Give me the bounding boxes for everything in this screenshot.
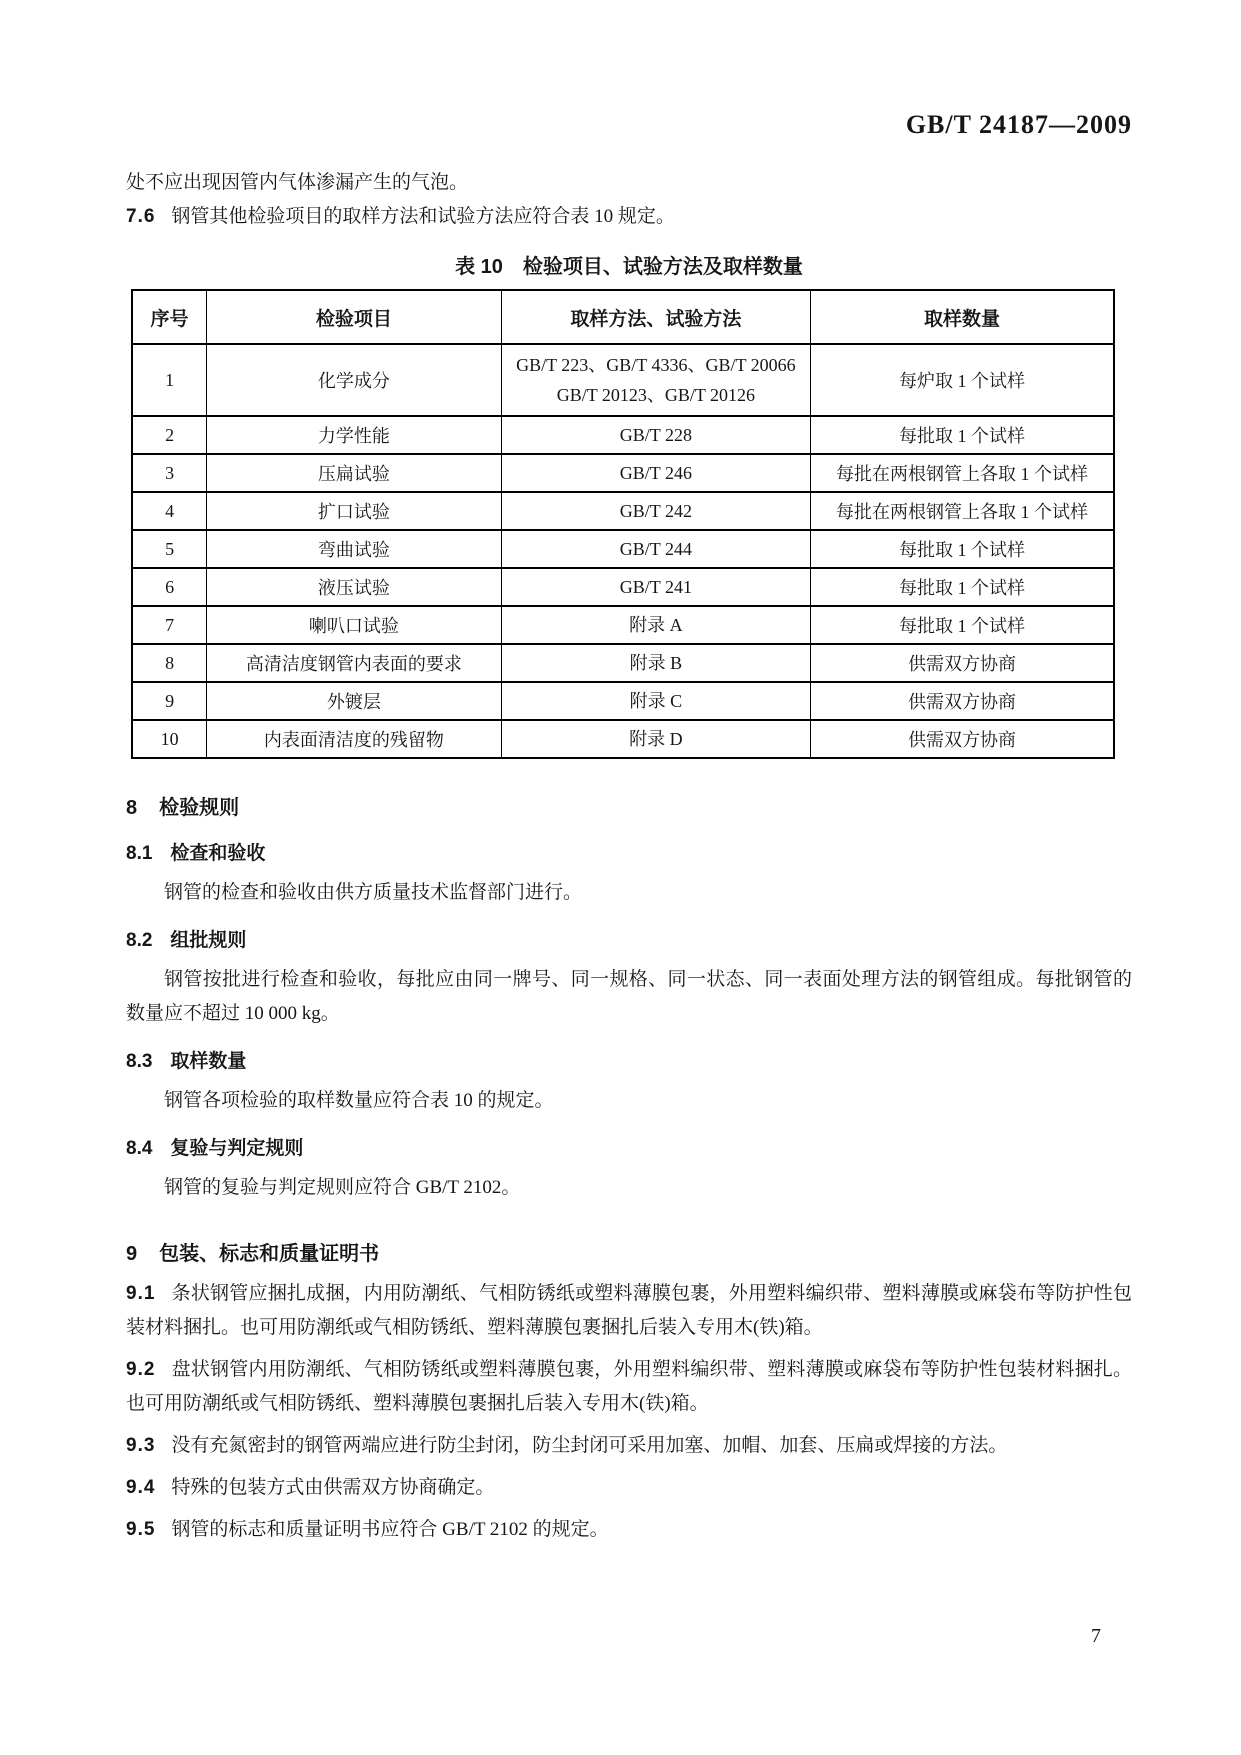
cell-item: 化学成分 <box>207 344 502 416</box>
cell-item: 压扁试验 <box>207 454 502 492</box>
cell-method <box>501 606 810 644</box>
cell-quantity: 每批取 1 个试样 <box>811 568 1114 606</box>
clause-number: 9.4 <box>126 1477 156 1498</box>
clause-7-6 <box>126 200 1132 234</box>
cell-quantity: 供需双方协商 <box>811 644 1114 682</box>
cell-seq: 2 <box>132 416 207 454</box>
cell-seq: 10 <box>132 720 207 758</box>
table-row <box>132 416 1114 454</box>
clause-text: 条状钢管应捆扎成捆，内用防潮纸、气相防锈纸或塑料薄膜包裹，外用塑料编织带、塑料薄膜或麻袋布等防护性包装材料捆扎。也可用防潮纸或气相防锈纸、塑料薄膜包裹捆扎后装入专用木(铁)箱。 <box>126 1283 1132 1338</box>
body-paragraph: 钢管的复验与判定规则应符合 GB/T 2102。 <box>164 1177 521 1198</box>
clause-paragraph <box>126 1471 1132 1505</box>
cell-method-line: 附录 B <box>629 653 683 673</box>
cell-seq: 3 <box>132 454 207 492</box>
cell-seq: 7 <box>132 606 207 644</box>
section-number: 8.2 <box>126 930 153 951</box>
clause-text: 特殊的包装方式由供需双方协商确定。 <box>171 1477 495 1498</box>
cell-quantity: 每批在两根钢管上各取 1 个试样 <box>811 492 1114 530</box>
cell-method <box>501 344 810 416</box>
cell-method <box>501 682 810 720</box>
sections-container <box>126 793 1132 1547</box>
cell-method <box>501 416 810 454</box>
continuation-paragraph: 处不应出现因管内气体渗漏产生的气泡。 <box>126 172 469 193</box>
clause-text: 盘状钢管内用防潮纸、气相防锈纸或塑料薄膜包裹，外用塑料编织带、塑料薄膜或麻袋布等防护性包装材料捆扎。也可用防潮纸或气相防锈纸、塑料薄膜包裹捆扎后装入专用木(铁)箱。 <box>126 1359 1132 1414</box>
chapter-heading <box>126 1239 1132 1269</box>
section-number: 8.1 <box>126 843 153 864</box>
inspection-items-table <box>131 289 1115 759</box>
subclause-heading <box>126 1134 1132 1164</box>
cell-quantity: 每炉取 1 个试样 <box>811 344 1114 416</box>
subclause-heading <box>126 1047 1132 1077</box>
cell-method <box>501 720 810 758</box>
table-header-row <box>132 290 1114 344</box>
section-title: 检查和验收 <box>170 843 266 864</box>
cell-item: 力学性能 <box>207 416 502 454</box>
cell-quantity: 每批取 1 个试样 <box>811 530 1114 568</box>
cell-method-line: GB/T 241 <box>619 577 692 597</box>
clause-text: 没有充氮密封的钢管两端应进行防尘封闭，防尘封闭可采用加塞、加帽、加套、压扁或焊接的方法。 <box>171 1435 1008 1456</box>
table-row <box>132 682 1114 720</box>
section-number: 8.3 <box>126 1051 153 1072</box>
section-title: 检验规则 <box>159 797 240 819</box>
clause-7-6-text: 钢管其他检验项目的取样方法和试验方法应符合表 10 规定。 <box>171 206 675 227</box>
table-row <box>132 644 1114 682</box>
cell-method-line: GB/T 223、GB/T 4336、GB/T 20066 <box>516 355 796 375</box>
cell-method <box>501 530 810 568</box>
cell-seq: 6 <box>132 568 207 606</box>
clause-text: 钢管的标志和质量证明书应符合 GB/T 2102 的规定。 <box>171 1519 609 1540</box>
section-title: 取样数量 <box>170 1051 247 1072</box>
clause-number: 9.3 <box>126 1435 156 1456</box>
table-row <box>132 606 1114 644</box>
section-title: 组批规则 <box>170 930 247 951</box>
cell-quantity: 供需双方协商 <box>811 682 1114 720</box>
clause-number: 9.2 <box>126 1359 156 1380</box>
cell-seq: 4 <box>132 492 207 530</box>
clause-number: 9.1 <box>126 1283 156 1304</box>
cell-method-line: GB/T 246 <box>619 463 692 483</box>
clause-paragraph <box>126 1513 1132 1547</box>
cell-method <box>501 492 810 530</box>
cell-method <box>501 568 810 606</box>
cell-method-line: 附录 C <box>629 691 683 711</box>
clause-paragraph <box>126 1429 1132 1463</box>
section-number: 9 <box>126 1243 138 1265</box>
cell-item: 外镀层 <box>207 682 502 720</box>
clause-paragraph <box>126 1277 1132 1345</box>
col-header-quantity: 取样数量 <box>811 290 1114 344</box>
table-row <box>132 492 1114 530</box>
clause-paragraph <box>126 1353 1132 1421</box>
cell-item: 高清洁度钢管内表面的要求 <box>207 644 502 682</box>
cell-seq: 5 <box>132 530 207 568</box>
subclause-heading <box>126 926 1132 956</box>
col-header-item: 检验项目 <box>207 290 502 344</box>
cell-method <box>501 644 810 682</box>
cell-quantity: 每批在两根钢管上各取 1 个试样 <box>811 454 1114 492</box>
cell-method-line: 附录 A <box>629 615 683 635</box>
col-header-seq: 序号 <box>132 290 207 344</box>
page-number: 7 <box>1091 1625 1101 1647</box>
cell-seq: 9 <box>132 682 207 720</box>
cell-item: 内表面清洁度的残留物 <box>207 720 502 758</box>
section-title: 包装、标志和质量证明书 <box>159 1243 380 1265</box>
cell-item: 弯曲试验 <box>207 530 502 568</box>
clause-7-6-number: 7.6 <box>126 206 156 227</box>
body-paragraph: 钢管各项检验的取样数量应符合表 10 的规定。 <box>164 1090 554 1111</box>
cell-item: 扩口试验 <box>207 492 502 530</box>
section-number: 8.4 <box>126 1138 153 1159</box>
table-row <box>132 568 1114 606</box>
table-row <box>132 454 1114 492</box>
body-paragraph: 钢管按批进行检查和验收，每批应由同一牌号、同一规格、同一状态、同一表面处理方法的钢管组成。每批钢管的数量应不超过 10 000 kg。 <box>126 969 1132 1024</box>
subclause-heading <box>126 839 1132 869</box>
cell-quantity: 供需双方协商 <box>811 720 1114 758</box>
cell-quantity: 每批取 1 个试样 <box>811 416 1114 454</box>
table-row <box>132 720 1114 758</box>
cell-item: 液压试验 <box>207 568 502 606</box>
cell-method-line: GB/T 242 <box>619 501 692 521</box>
cell-method-line: GB/T 244 <box>619 539 692 559</box>
col-header-method: 取样方法、试验方法 <box>501 290 810 344</box>
table-row <box>132 530 1114 568</box>
table-row <box>132 344 1114 416</box>
chapter-heading <box>126 793 1132 823</box>
cell-quantity: 每批取 1 个试样 <box>811 606 1114 644</box>
cell-method-line: GB/T 20123、GB/T 20126 <box>556 385 756 405</box>
body-paragraph: 钢管的检查和验收由供方质量技术监督部门进行。 <box>164 882 583 903</box>
cell-method-line: 附录 D <box>629 729 683 749</box>
cell-method <box>501 454 810 492</box>
section-number: 8 <box>126 797 138 819</box>
cell-seq: 1 <box>132 344 207 416</box>
standard-number: GB/T 24187—2009 <box>905 110 1132 139</box>
section-title: 复验与判定规则 <box>170 1138 304 1159</box>
table-title: 表 10 检验项目、试验方法及取样数量 <box>455 256 803 278</box>
cell-item: 喇叭口试验 <box>207 606 502 644</box>
clause-number: 9.5 <box>126 1519 156 1540</box>
cell-method-line: GB/T 228 <box>619 425 692 445</box>
cell-seq: 8 <box>132 644 207 682</box>
page-content <box>126 0 1132 1547</box>
